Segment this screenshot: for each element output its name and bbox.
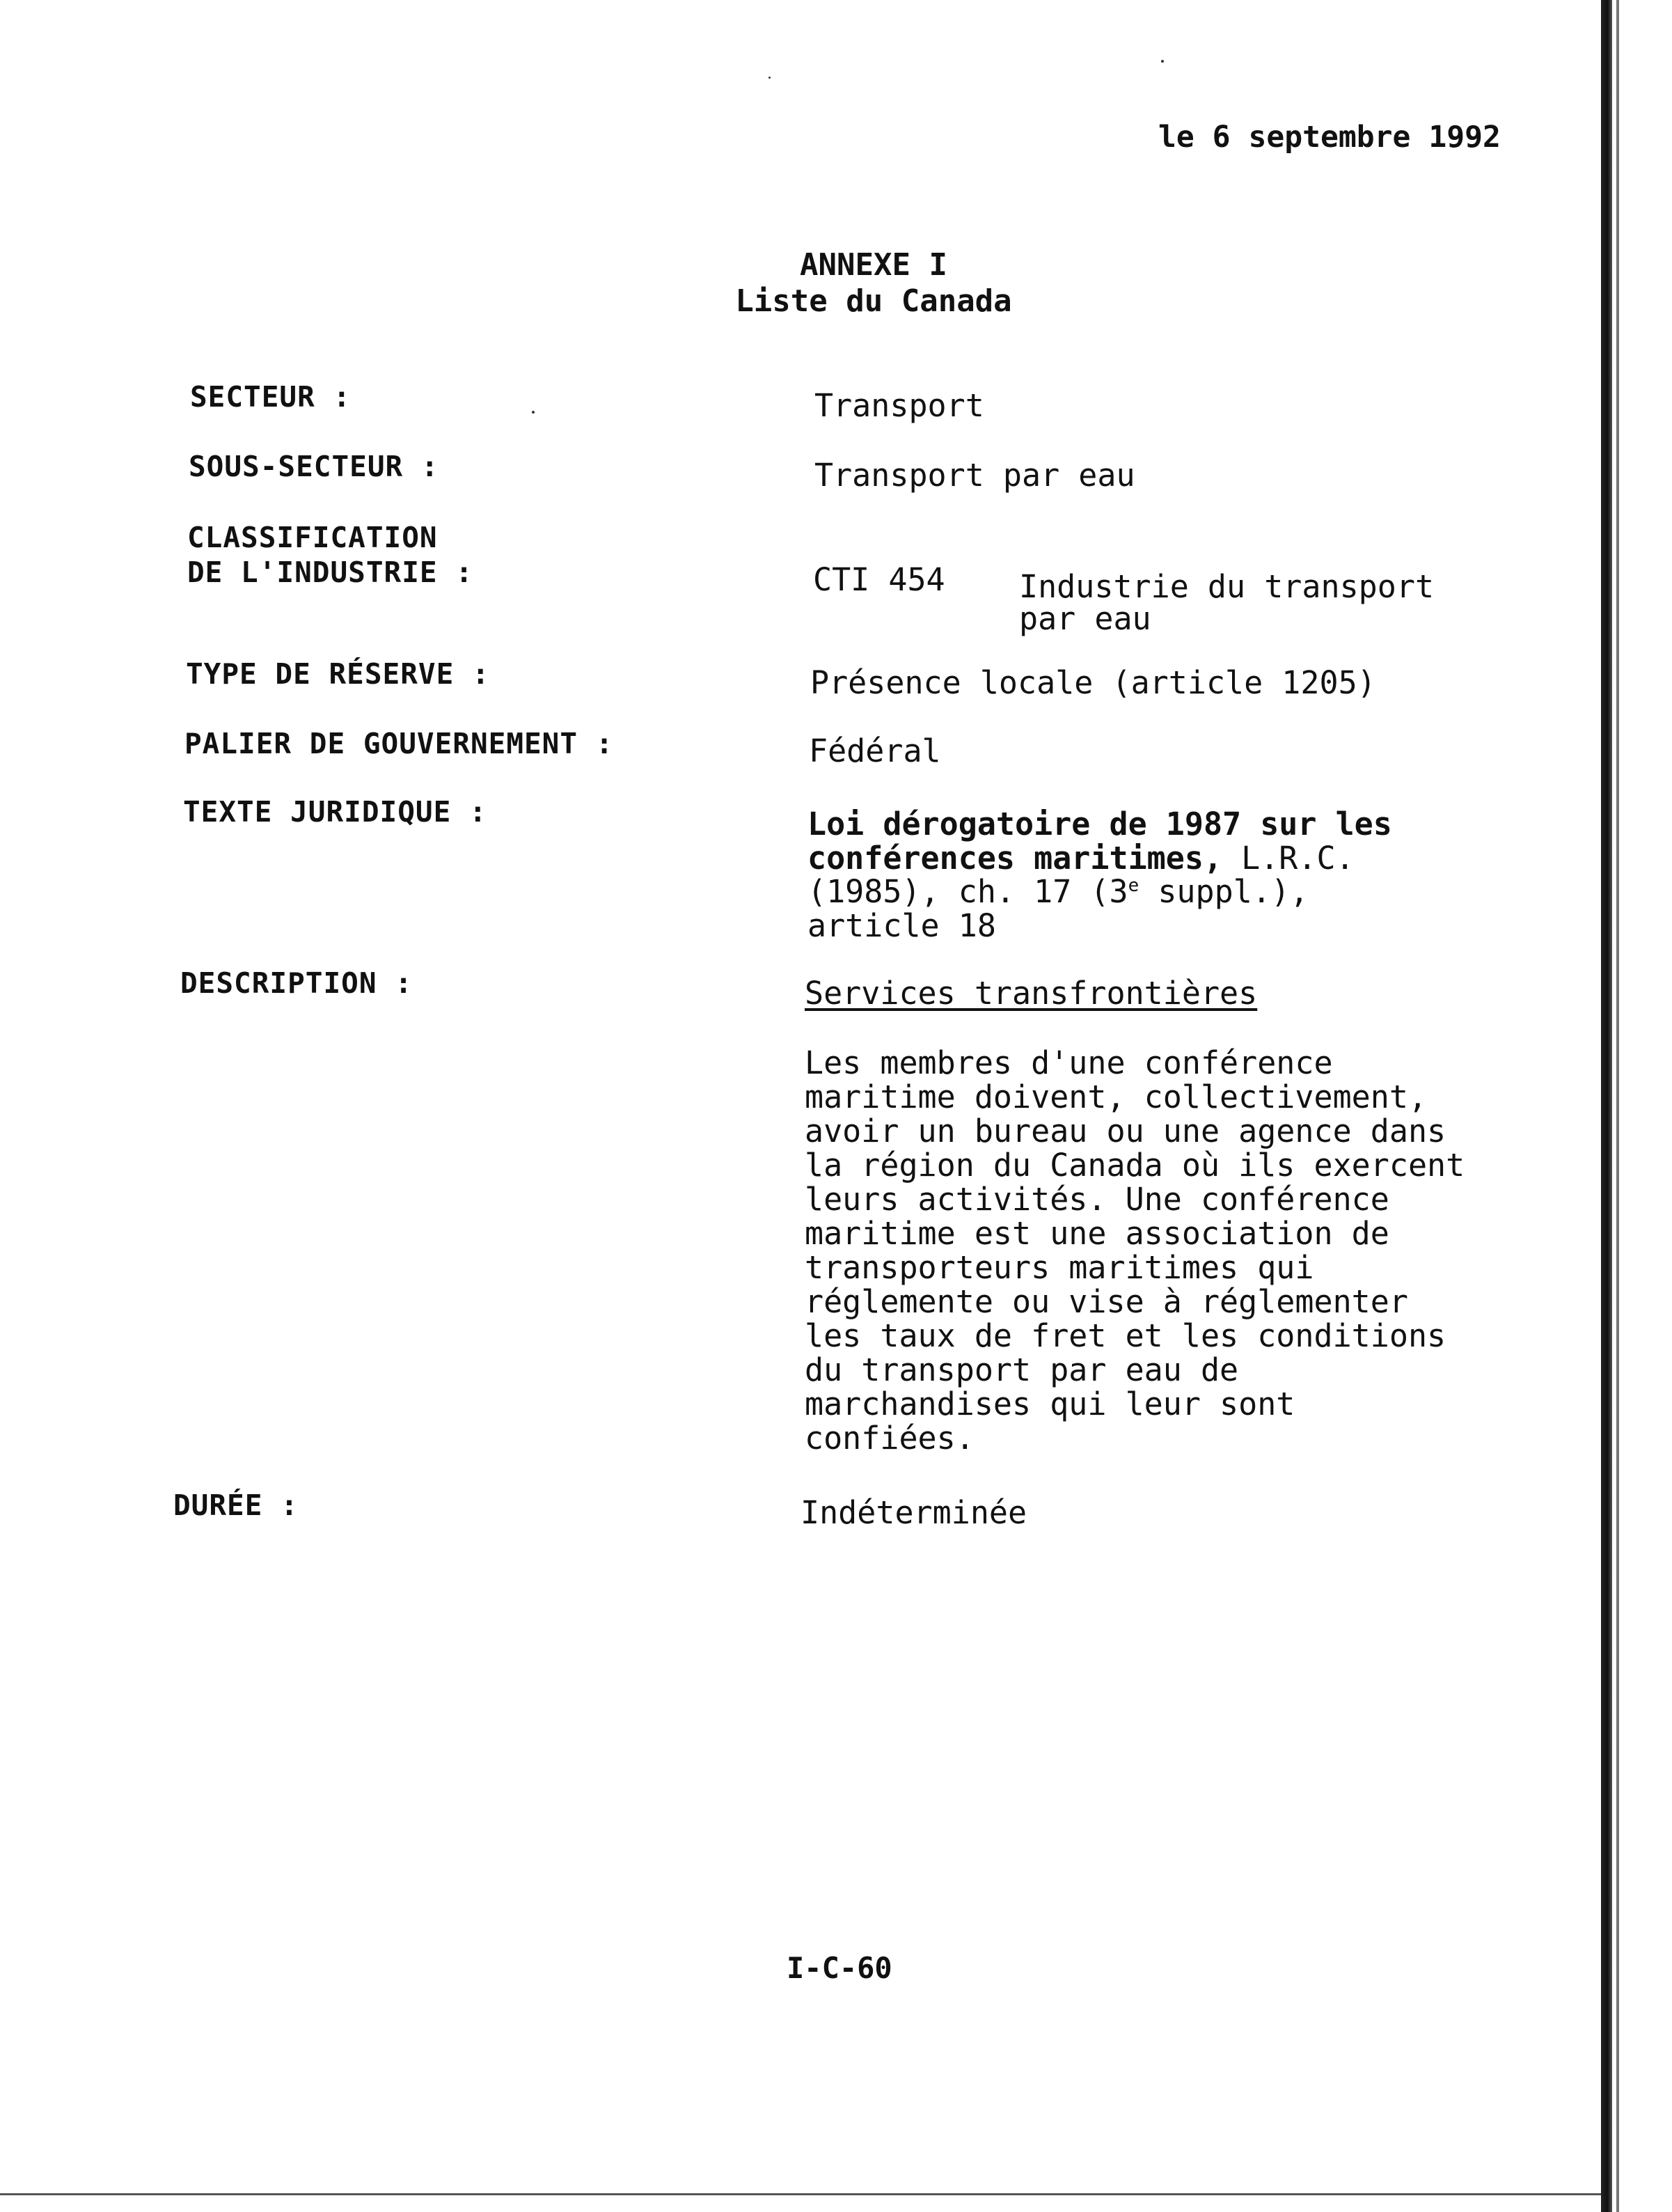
value-sous-secteur: Transport par eau xyxy=(814,457,1135,494)
texte-juridique-line1: Loi dérogatoire de 1987 sur les xyxy=(807,806,1392,842)
value-texte-juridique xyxy=(807,808,1392,943)
value-classification-line2: par eau xyxy=(1019,600,1151,637)
description-line: du transport par eau de xyxy=(805,1351,1239,1388)
texte-juridique-line3 xyxy=(807,875,1392,909)
description-line: marchandises qui leur sont xyxy=(805,1386,1295,1422)
description-line: transporteurs maritimes qui xyxy=(805,1249,1314,1286)
annex-title: ANNEXE I xyxy=(800,247,947,283)
page-number: I-C-60 xyxy=(787,1951,892,1985)
value-duree: Indéterminée xyxy=(800,1494,1027,1531)
label-classification-line2: DE L'INDUSTRIE : xyxy=(187,556,473,589)
label-description: DESCRIPTION : xyxy=(180,966,413,1000)
texte-juridique-line2-bold: conférences maritimes, xyxy=(807,839,1223,877)
scan-speck xyxy=(768,77,771,79)
value-classification-line1: Industrie du transport xyxy=(1019,568,1435,605)
scan-speck xyxy=(1161,60,1164,63)
value-palier: Fédéral xyxy=(809,732,941,769)
description-line: maritime est une association de xyxy=(805,1215,1389,1252)
label-sous-secteur: SOUS-SECTEUR : xyxy=(189,450,439,483)
description-heading: Services transfrontières xyxy=(805,975,1258,1012)
description-line: avoir un bureau ou une agence dans xyxy=(805,1113,1446,1150)
texte-juridique-line2-rest: L.R.C. xyxy=(1222,839,1355,877)
description-line: leurs activités. Une conférence xyxy=(805,1181,1389,1218)
texte-juridique-line3-a: (1985), ch. 17 (3 xyxy=(807,873,1128,911)
description-line: maritime doivent, collectivement, xyxy=(805,1078,1428,1115)
scan-edge-border-inner xyxy=(1616,0,1619,2212)
description-line: les taux de fret et les conditions xyxy=(805,1317,1446,1354)
annex-subtitle: Liste du Canada xyxy=(735,283,1012,319)
value-secteur: Transport xyxy=(814,387,984,424)
description-body xyxy=(805,1046,1465,1455)
texte-juridique-line3-sup: e xyxy=(1128,875,1139,897)
value-classification-code: CTI 454 xyxy=(813,561,945,598)
label-secteur: SECTEUR : xyxy=(190,380,352,414)
texte-juridique-line3-b: suppl.), xyxy=(1139,873,1309,911)
scan-bottom-edge xyxy=(0,2193,1601,2195)
description-line: Les membres d'une conférence xyxy=(805,1044,1333,1081)
label-classification-line1: CLASSIFICATION xyxy=(187,521,438,554)
label-duree: DURÉE : xyxy=(173,1489,299,1522)
scan-speck xyxy=(532,411,535,414)
description-line: réglemente ou vise à réglementer xyxy=(805,1283,1408,1320)
texte-juridique-line2 xyxy=(807,839,1392,877)
description-line: confiées. xyxy=(805,1420,975,1457)
label-type-reserve: TYPE DE RÉSERVE : xyxy=(186,657,490,691)
document-date: le 6 septembre 1992 xyxy=(1158,120,1501,155)
value-type-reserve: Présence locale (article 1205) xyxy=(810,664,1376,701)
scan-edge-border xyxy=(1601,0,1612,2212)
texte-juridique-line4: article 18 xyxy=(807,907,996,944)
label-palier: PALIER DE GOUVERNEMENT : xyxy=(184,727,614,760)
label-texte-juridique: TEXTE JURIDIQUE : xyxy=(183,795,487,829)
description-line: la région du Canada où ils exercent xyxy=(805,1147,1465,1184)
